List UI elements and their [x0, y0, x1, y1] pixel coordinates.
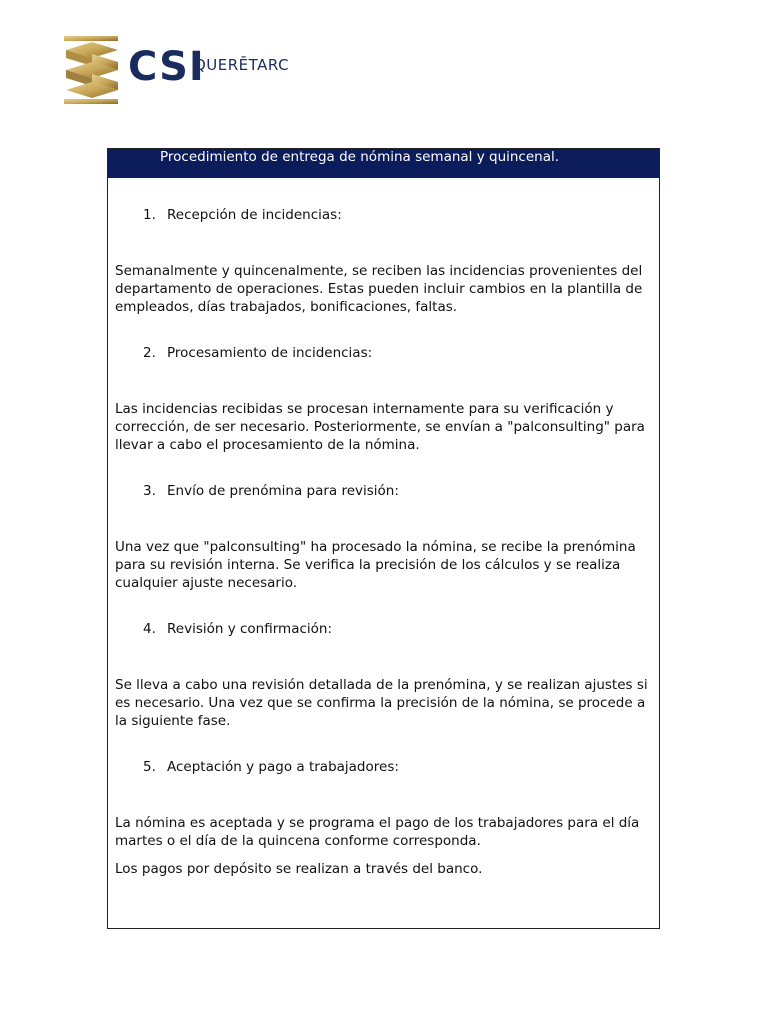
section-number: 5. [143, 759, 156, 775]
section-3-title [115, 482, 653, 500]
section-2-text: Las incidencias recibidas se procesan internamente para su verificación y corrección, de ser necesario. Posteriormente, se envían a "palconsulting" para llevar a cabo el procesamiento de la nómina. [115, 401, 645, 453]
document-body [108, 206, 659, 878]
logo-emblem-icon [62, 34, 122, 106]
section-number: 3. [143, 483, 156, 499]
section-1-title [115, 206, 653, 224]
document-title: Procedimiento de entrega de nómina semanal y quincenal. [160, 149, 560, 165]
procedure-document [107, 148, 660, 929]
section-2-title [115, 344, 653, 362]
section-3-text: Una vez que "palconsulting" ha procesado la nómina, se recibe la prenómina para su revisión interna. Se verifica la precisión de los cálculos y se realiza cualquier ajuste necesario. [115, 539, 636, 591]
section-1-text: Semanalmente y quincenalmente, se reciben las incidencias provenientes del departamento de operaciones. Estas pueden incluir cambios en la plantilla de empleados, días trabajados, bonificaciones, faltas. [115, 263, 643, 315]
section-number: 4. [143, 621, 156, 637]
section-number: 1. [143, 207, 156, 223]
section-5-title [115, 758, 653, 776]
brand-location: QUERĒTARC [194, 56, 290, 74]
section-number: 2. [143, 345, 156, 361]
section-title-text: Procesamiento de incidencias: [167, 345, 373, 361]
section-4-text: Se lleva a cabo una revisión detallada de la prenómina, y se realizan ajustes si es necesario. Una vez que se confirma la precisión de la nómina, se procede a la siguiente fase. [115, 677, 648, 729]
section-title-text: Revisión y confirmación: [167, 621, 333, 637]
company-logo [62, 34, 302, 106]
brand-name: CSI [128, 44, 205, 90]
section-title-text: Envío de prenómina para revisión: [167, 483, 399, 499]
section-title-text: Aceptación y pago a trabajadores: [167, 759, 399, 775]
section-4-title [115, 620, 653, 638]
section-5-text: La nómina es aceptada y se programa el pago de los trabajadores para el día martes o el día de la quincena conforme corresponda. [115, 815, 640, 849]
document-header [108, 149, 659, 178]
closing-text: Los pagos por depósito se realizan a través del banco. [115, 861, 483, 877]
section-title-text: Recepción de incidencias: [167, 207, 342, 223]
